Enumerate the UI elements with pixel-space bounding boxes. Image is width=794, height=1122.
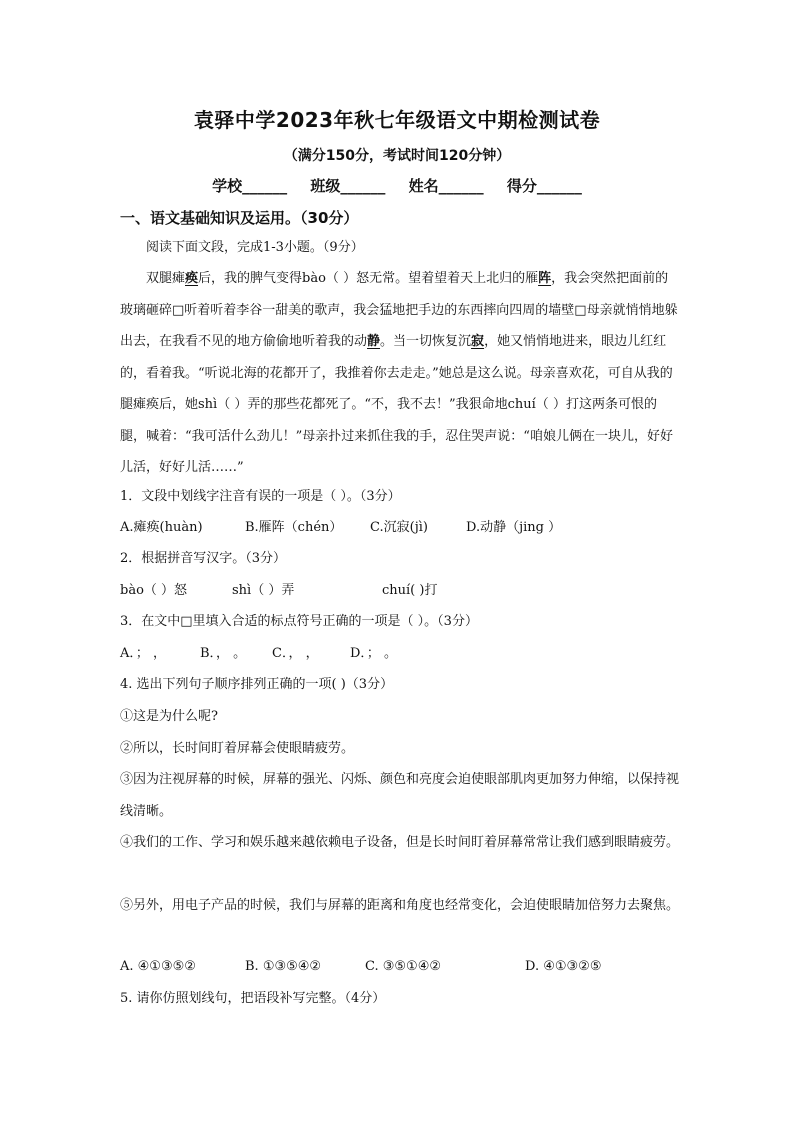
q4-option-b: B. ①③⑤④②	[245, 959, 322, 974]
question-4: 4. 选出下列句子顺序排列正确的一项( )（3分）	[120, 677, 394, 692]
q3-option-b: B．， 。	[200, 646, 247, 661]
q4-sentence-1: ①这是为什么呢?	[120, 709, 218, 724]
section-heading: 一、语文基础知识及运用。（30分）	[120, 209, 359, 227]
reading-intro: 阅读下面文段，完成1-3小题。（9分）	[146, 240, 364, 255]
q4-sentence-4: ④我们的工作、学习和娱乐越来越依赖电子设备，但是长时间盯着屏幕常常让我们感到眼睛疲劳。	[120, 835, 680, 850]
class-field: 班级______	[310, 177, 386, 195]
passage-text: ，我会突然把面前的玻璃砸碎□听着听着李谷一甜美的歌声，我会猛地把手边的东西摔向四周的墙壁□母亲就悄悄地躲出去，在我看不见的地方偷偷地听着我的动	[120, 271, 678, 349]
q4-sentence-5: ⑤另外，用电子产品的时候，我们与屏幕的距离和角度也经常变化，会迫使眼睛加倍努力去聚焦。	[120, 898, 680, 913]
question-3: 3．在文中□里填入合适的标点符号正确的一项是（ ）。（3分）	[120, 614, 478, 629]
question-2: 2．根据拼音写汉字。（3分）	[120, 551, 287, 566]
q1-option-d: D.动静（jing ）	[466, 520, 562, 535]
q4-option-a: A. ④①③⑤②	[120, 959, 196, 974]
q2-blank-shi: shì（ ）弄	[232, 583, 295, 598]
q2-blank-bao: bào（ ）怒	[120, 583, 188, 598]
underlined-char: 阵	[538, 271, 552, 286]
score-field: 得分______	[506, 177, 582, 195]
passage-text: 后，我的脾气变得bào（ ）怒无常。望着望着天上北归的雁	[198, 271, 539, 286]
q4-option-d: D. ④①③②⑤	[525, 959, 602, 974]
school-field: 学校______	[212, 177, 288, 195]
q1-option-b: B.雁阵（chén）	[245, 520, 343, 535]
q3-option-a: A．； ，	[120, 646, 167, 661]
question-4-options	[120, 951, 680, 983]
passage-text: ，她又悄悄地进来，眼边儿红红的，看着我。“听说北海的花都开了，我推着你去走走。”她总是这么说。母亲喜欢花，可自从我的腿瘫痪后，她shì（ ）弄的那些花都死了。“不，我不去！”我狠命地chuí（ ）打这两条可恨的腿，喊着：“我可活什么劲儿！”母亲扑过来抓住我的手，忍住哭声说：“咱娘儿俩在一块儿，好好儿活，好好儿活……”	[120, 334, 673, 475]
question-1: 1．文段中划线字注音有误的一项是（ ）。（3分）	[120, 489, 401, 504]
q1-option-c: C.沉寂(jì)	[370, 520, 428, 535]
name-field: 姓名______	[408, 177, 484, 195]
question-5: 5. 请你仿照划线句，把语段补写完整。（4分）	[120, 991, 386, 1006]
q3-option-c: C．， ，	[272, 646, 319, 661]
reading-passage	[120, 263, 680, 484]
question-3-options	[120, 638, 680, 670]
q3-option-d: D．； 。	[350, 646, 398, 661]
underlined-char: 痪	[185, 271, 199, 286]
passage-text: 双腿瘫	[146, 271, 186, 286]
exam-title: 袁驿中学2023年秋七年级语文中期检测试卷	[193, 108, 601, 132]
student-info-line	[0, 175, 794, 196]
passage-text: 。当一切恢复沉	[380, 334, 472, 349]
q4-sentence-2: ②所以，长时间盯着屏幕会使眼睛疲劳。	[120, 741, 355, 756]
exam-subtitle: （满分150分，考试时间120分钟）	[283, 148, 511, 164]
q4-option-c: C. ③⑤①④②	[365, 959, 442, 974]
underlined-char: 寂	[471, 334, 485, 349]
q4-sentence-3: ③因为注视屏幕的时候，屏幕的强光、闪烁、颜色和亮度会迫使眼部肌肉更加努力伸缩，以保持视线清晰。	[120, 772, 680, 819]
question-1-options	[120, 512, 680, 544]
q1-option-a: A.瘫痪(huàn)	[120, 520, 203, 535]
question-2-options	[120, 575, 680, 607]
underlined-char: 静	[367, 334, 381, 349]
q2-blank-chui: chuí( )打	[382, 583, 438, 598]
